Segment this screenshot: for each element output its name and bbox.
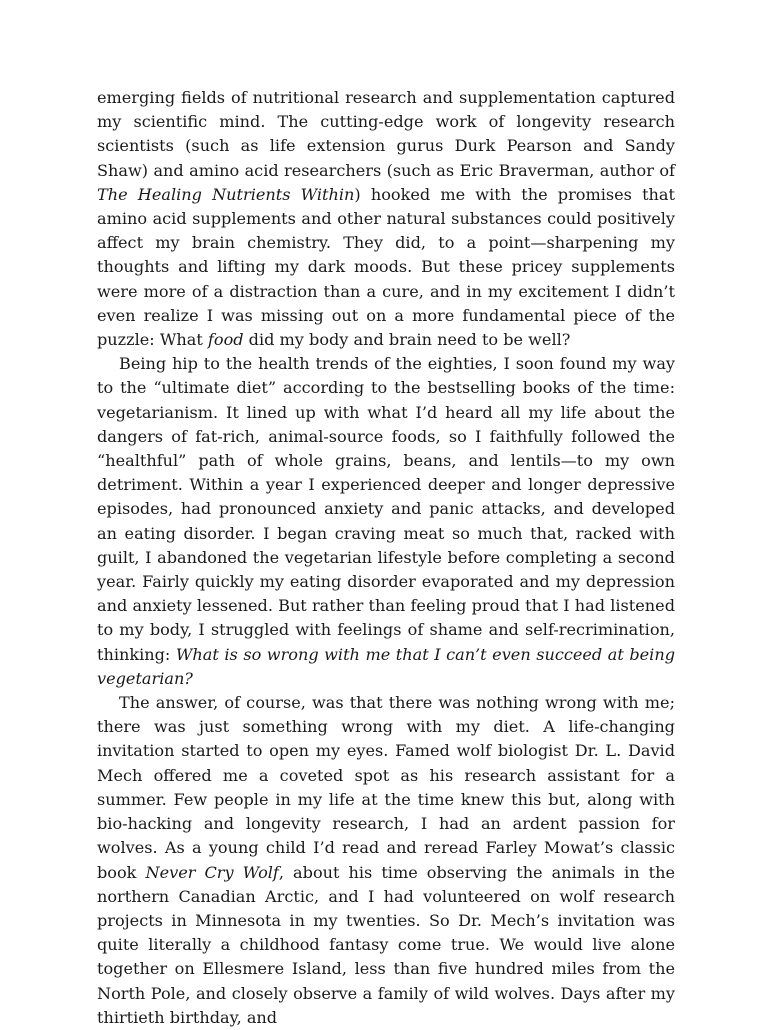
paragraph-3-text: The answer, of course, was that there was nothing wrong with me; there was just something wrong with my diet. A life-changing invitation started to open my eyes. Famed wolf biologist Dr. L. David Mech offered me a coveted spot as his research assistant for a summer. Few people in my life at the time knew this but, along with bio-hacking and longevity research, I had an ardent passion for wolves. As a young child I’d read and reread Farley Mowat’s classic book	[97, 693, 675, 882]
paragraph-3-text-cont: , about his time observing the animals in the northern Canadian Arctic, and I had volunteered on wolf research projects in Minnesota in my twenties. So Dr. Mech’s invitation was quite literally a childhood fantasy come true. We would live alone together on Ellesmere Island, less than five hundred miles from the North Pole, and closely observe a family of wild wolves. Days after my thirtieth birthday, and	[97, 862, 675, 1027]
paragraph-1-text-cont: ) hooked me with the promises that amino acid supplements and other natural substances could positively affect my brain chemistry. They did, to a point—sharpening my thoughts and lifting my dark moods. But these pricey supplements were more of a distraction than a cure, and in my excitement I didn’t even realize I was missing out on a more fundamental piece of the puzzle: What	[97, 184, 675, 350]
paragraph-1	[97, 86, 675, 352]
book-title-healing-nutrients: The Healing Nutrients Within	[97, 184, 355, 204]
paragraph-2	[97, 352, 675, 691]
book-title-never-cry-wolf: Never Cry Wolf	[145, 862, 279, 882]
emphasis-thought: What is so wrong with me that I can’t even succeed at being vegetarian?	[97, 644, 675, 688]
paragraph-1-text: emerging fields of nutritional research and supplementation captured my scientific mind. The cutting-edge work of longevity research scientists (such as life extension gurus Durk Pearson and Sandy Shaw) and amino acid researchers (such as Eric Braverman, author of	[97, 88, 675, 180]
paragraph-2-text: Being hip to the health trends of the eighties, I soon found my way to the “ultimate diet” according to the bestselling books of the time: vegetarianism. It lined up with what I’d heard all my life about the dangers of fat-rich, animal-source foods, so I faithfully followed the “healthful” path of whole grains, beans, and lentils—to my own detriment. Within a year I experienced deeper and longer depressive episodes, had pronounced anxiety and panic attacks, and developed an eating disorder. I began craving meat so much that, racked with guilt, I abandoned the vegetarian lifestyle before completing a second year. Fairly quickly my eating disorder evaporated and my depression and anxiety lessened. But rather than feeling proud that I had listened to my body, I struggled with feelings of shame and self-recrimination, thinking:	[97, 354, 675, 664]
paragraph-3	[97, 691, 675, 1030]
paragraph-1-text-end: did my body and brain need to be well?	[243, 330, 571, 350]
page-body	[97, 86, 675, 1030]
emphasis-food: food	[207, 330, 244, 350]
